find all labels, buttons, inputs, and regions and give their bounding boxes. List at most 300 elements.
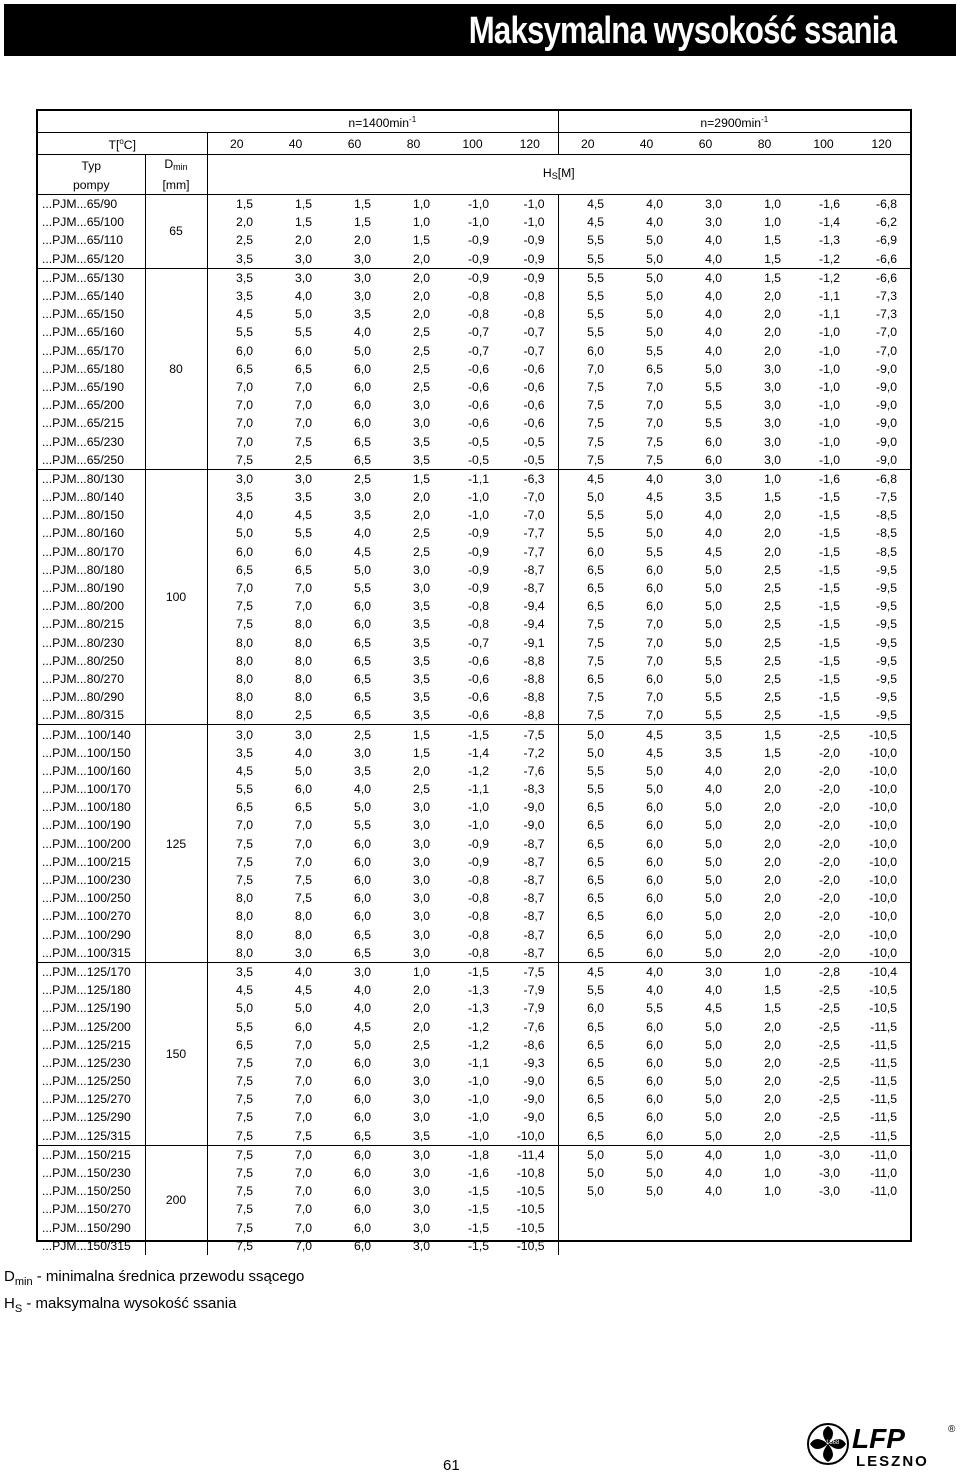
hs-value: 2,5 [764, 562, 782, 577]
hs-value: 6,5 [587, 1037, 605, 1052]
hs-value: -6,8 [853, 469, 910, 488]
hs-value: 6,0 [646, 873, 664, 888]
hs-value: 5,0 [705, 818, 723, 833]
hs-value: 2,0 [413, 1001, 430, 1016]
hs-value: -10,5 [502, 1200, 558, 1218]
hs-value: 4,0 [705, 763, 723, 778]
hs-value: 2,0 [764, 307, 782, 322]
hs-value: 8,0 [295, 690, 312, 705]
hs-value: 2,5 [764, 653, 782, 668]
hs-value: -1,0 [819, 398, 841, 413]
hs-value: 7,0 [295, 416, 312, 431]
hs-value: 3,5 [413, 671, 430, 686]
pump-type: ...PJM...125/170 [38, 962, 145, 981]
hs-value: -0,5 [467, 434, 489, 449]
hs-value: 6,0 [646, 562, 664, 577]
hs-value: 5,0 [705, 562, 723, 577]
temp-header: 60 [698, 136, 713, 151]
hs-value: 2,0 [764, 945, 782, 960]
pump-type: ...PJM...65/200 [42, 398, 124, 413]
hs-value: 6,5 [295, 361, 312, 376]
hs-value: 5,0 [705, 1055, 723, 1070]
hs-value: 3,5 [676, 725, 735, 744]
hs-value: -2,5 [794, 725, 853, 744]
hs-value: 6,0 [705, 452, 723, 467]
hs-value: 4,0 [676, 1145, 735, 1164]
hs-value: -0,5 [502, 432, 558, 450]
pump-type: ...PJM...80/140 [42, 490, 124, 505]
hs-value: 5,5 [587, 983, 605, 998]
hs-value: 3,0 [764, 452, 782, 467]
hs-value: 6,5 [587, 1110, 605, 1125]
hs-value: -0,9 [467, 233, 489, 248]
hs-value: -11,5 [870, 1055, 898, 1070]
pump-type: ...PJM...65/150 [42, 307, 124, 322]
hs-value: 4,0 [705, 325, 723, 340]
hs-value: 5,5 [587, 233, 605, 248]
hs-value: -8,7 [502, 579, 558, 597]
hs-value: 2,5 [413, 325, 430, 340]
hs-value: 4,0 [676, 268, 735, 287]
hs-value: 6,5 [587, 873, 605, 888]
hs-value: -0,6 [467, 671, 489, 686]
hs-value: 6,0 [354, 379, 371, 394]
hs-value: 7,5 [236, 1110, 253, 1125]
hs-value: -7,9 [502, 999, 558, 1017]
hs-value: 6,5 [587, 891, 605, 906]
hs-value: -1,0 [819, 361, 841, 376]
hs-value: -10,0 [869, 854, 898, 869]
page-title: Maksymalna wysokość ssania [468, 10, 896, 52]
hs-value: -1,0 [819, 325, 841, 340]
hs-value: 5,5 [587, 508, 605, 523]
temp-header: 120 [502, 133, 558, 155]
temp-header: 20 [581, 136, 595, 151]
pump-type: ...PJM...100/150 [42, 745, 131, 760]
hs-value: 4,0 [354, 983, 371, 998]
pump-type: ...PJM...150/270 [42, 1202, 131, 1217]
hs-value: 3,0 [295, 251, 312, 266]
pump-type: ...PJM...100/315 [42, 945, 131, 960]
hs-value: 4,0 [646, 983, 664, 998]
hs-value: -1,1 [819, 307, 841, 322]
hs-value: 5,5 [646, 1001, 664, 1016]
pump-type: ...PJM...125/190 [42, 1001, 131, 1016]
hs-value: -0,6 [502, 396, 558, 414]
hs-value: 6,0 [354, 836, 371, 851]
hs-value: 5,0 [705, 927, 723, 942]
pump-type: ...PJM...65/180 [42, 361, 124, 376]
hs-value: 4,5 [705, 1001, 723, 1016]
hs-value: 7,5 [587, 653, 605, 668]
hs-value: 2,0 [764, 836, 782, 851]
hs-value: 5,5 [587, 526, 605, 541]
hs-value: -11,5 [870, 1037, 898, 1052]
hs-value: -9,5 [876, 635, 898, 650]
hs-value: 6,0 [354, 1238, 371, 1253]
hs-value: 6,0 [354, 361, 371, 376]
hs-value: 2,0 [764, 544, 782, 559]
hs-value: 6,0 [354, 599, 371, 614]
hs-value: -8,5 [876, 526, 898, 541]
hs-value: -1,0 [467, 1074, 489, 1089]
hs-value: 3,0 [764, 434, 782, 449]
hs-value: -1,2 [819, 251, 841, 266]
hs-value: -8,8 [502, 652, 558, 670]
hs-value: 7,0 [646, 653, 664, 668]
hs-value: 5,0 [354, 343, 371, 358]
hs-value: -9,0 [502, 1072, 558, 1090]
hs-value: 5,0 [705, 1092, 723, 1107]
hs-value: 4,0 [236, 508, 253, 523]
hs-value: 6,5 [587, 599, 605, 614]
hs-value: 4,0 [617, 962, 676, 981]
hs-value: 1,0 [384, 962, 443, 981]
hs-value: -9,0 [876, 416, 898, 431]
hs-value: 4,5 [646, 490, 664, 505]
hs-value: 2,0 [764, 818, 782, 833]
hs-value: -1,6 [819, 197, 841, 212]
hs-value: -0,6 [467, 690, 489, 705]
hs-value: -7,2 [502, 744, 558, 762]
hs-value: 5,0 [295, 1001, 312, 1016]
hs-value: 2,0 [413, 307, 430, 322]
hs-value: 3,0 [325, 962, 384, 981]
hs-value: -2,5 [819, 1128, 841, 1143]
hs-value: -1,5 [819, 508, 841, 523]
hs-value: 8,0 [236, 945, 253, 960]
hs-value: 7,0 [295, 398, 312, 413]
pump-type: ...PJM...65/190 [42, 379, 124, 394]
hs-value: 2,0 [764, 873, 782, 888]
hs-value: 2,5 [413, 782, 430, 797]
hs-value: -8,7 [502, 853, 558, 871]
hs-value: 7,0 [295, 1074, 312, 1089]
hs-value: -0,8 [467, 945, 489, 960]
hs-value: 1,0 [764, 215, 782, 230]
hs-value: 2,0 [764, 1037, 782, 1052]
hs-value: 7,0 [295, 1220, 312, 1235]
hs-value: 6,0 [354, 854, 371, 869]
hs-value: 6,5 [587, 581, 605, 596]
hs-value: -0,8 [467, 873, 489, 888]
hs-value: 6,0 [646, 581, 664, 596]
hs-value: -2,5 [819, 1001, 841, 1016]
hs-value: 7,0 [295, 1184, 312, 1199]
hs-value: -10,0 [869, 945, 898, 960]
hs-value: -0,9 [467, 854, 489, 869]
hs-value: -9,0 [502, 816, 558, 834]
hs-value: -9,0 [876, 361, 898, 376]
hs-value: -1,0 [467, 818, 489, 833]
hs-value: 5,0 [705, 836, 723, 851]
hs-value: 7,0 [295, 379, 312, 394]
hs-value: 6,0 [646, 1037, 664, 1052]
hs-value [853, 1237, 910, 1255]
hs-value: 1,5 [295, 197, 312, 212]
hs-value: 2,0 [295, 233, 312, 248]
hs-value: 7,5 [646, 452, 664, 467]
hs-value: 4,5 [295, 983, 312, 998]
hs-value: -0,7 [467, 343, 489, 358]
hs-value: 6,0 [646, 836, 664, 851]
hs-value: 7,5 [236, 1202, 253, 1217]
hs-value: 6,5 [354, 708, 371, 723]
hs-value: 7,5 [295, 1128, 312, 1143]
hs-value: -0,8 [467, 891, 489, 906]
hs-value: 6,5 [587, 1055, 605, 1070]
hs-value: 6,5 [236, 800, 253, 815]
hs-value: 6,0 [646, 909, 664, 924]
hs-value: 1,5 [413, 233, 430, 248]
hs-value: 4,5 [617, 725, 676, 744]
pump-type: ...PJM...80/150 [42, 508, 124, 523]
hs-value: 6,5 [354, 945, 371, 960]
hs-value: -2,5 [819, 1074, 841, 1089]
hs-value: 3,0 [325, 268, 384, 287]
hs-value: 5,0 [705, 581, 723, 596]
hs-value: 1,5 [764, 490, 782, 505]
hs-value: 3,0 [764, 398, 782, 413]
temp-header: 20 [229, 136, 244, 151]
hs-value: -8,7 [502, 944, 558, 963]
hs-value: -1,5 [467, 1220, 489, 1235]
hs-value: 6,0 [646, 599, 664, 614]
hs-value: 2,0 [764, 1110, 782, 1125]
hs-value: -8,7 [502, 871, 558, 889]
hs-value: -0,9 [443, 268, 502, 287]
hs-value: 3,0 [413, 909, 430, 924]
hs-value: 4,0 [705, 782, 723, 797]
hs-value: -1,6 [794, 469, 853, 488]
hs-value: -9,1 [502, 634, 558, 652]
hs-value: 6,0 [587, 544, 605, 559]
hs-value: -3,0 [819, 1184, 841, 1199]
hs-value: 3,5 [236, 251, 253, 266]
pump-type: ...PJM...100/140 [38, 725, 145, 744]
hs-value: 7,5 [236, 1092, 253, 1107]
hs-value: 6,5 [587, 854, 605, 869]
hs-value: -10,5 [869, 1001, 898, 1016]
hs-value: 3,0 [413, 1238, 430, 1253]
hs-value: 7,5 [236, 1238, 253, 1253]
hs-value: -1,5 [443, 725, 502, 744]
hs-value: 2,0 [413, 763, 430, 778]
hs-value: -0,7 [502, 323, 558, 341]
hs-value: -9,0 [876, 379, 898, 394]
hs-value: 2,0 [764, 1019, 782, 1034]
hs-value: -9,0 [502, 1108, 558, 1126]
hs-value: 6,0 [354, 1092, 371, 1107]
hs-value: 4,0 [354, 526, 371, 541]
hs-value: -1,0 [819, 452, 841, 467]
hs-value: 4,5 [236, 763, 253, 778]
logo-registered: ® [948, 1424, 956, 1435]
hs-value: 5,5 [236, 1019, 253, 1034]
hs-value [676, 1237, 735, 1255]
hs-value: -1,4 [467, 745, 489, 760]
hs-value: 7,0 [295, 1166, 312, 1181]
hs-value: 4,5 [705, 544, 723, 559]
hs-value: 1,5 [354, 215, 371, 230]
hs-value: 6,0 [646, 1074, 664, 1089]
lfp-leszno-logo [806, 1418, 956, 1470]
hs-value: 5,0 [705, 617, 723, 632]
hs-value: 3,0 [266, 725, 325, 744]
hs-value: 7,0 [646, 708, 664, 723]
hs-value: 3,0 [413, 1220, 430, 1235]
hs-value: -1,0 [467, 1092, 489, 1107]
hs-value: -1,3 [467, 1001, 489, 1016]
hs-value: 1,0 [413, 215, 430, 230]
hs-value: 4,5 [587, 215, 605, 230]
hs-value [558, 1200, 617, 1218]
hs-value: 3,0 [354, 289, 371, 304]
pump-type: ...PJM...65/90 [42, 197, 118, 212]
hs-value: 5,0 [646, 1166, 664, 1181]
hs-value: 3,0 [413, 818, 430, 833]
hs-value: 7,0 [646, 379, 664, 394]
hs-value: 7,0 [295, 1092, 312, 1107]
hs-value: 3,0 [413, 416, 430, 431]
hs-value [617, 1200, 676, 1218]
hs-value: -11,0 [853, 1145, 910, 1164]
hs-value: -9,5 [876, 690, 898, 705]
hs-value: -10,0 [869, 836, 898, 851]
hs-value: -1,0 [502, 213, 558, 231]
hs-value: -9,5 [876, 671, 898, 686]
hs-value: 4,5 [354, 1019, 371, 1034]
hs-value: 3,0 [676, 469, 735, 488]
rpm-header-row [38, 111, 910, 133]
hs-value: 5,5 [587, 782, 605, 797]
pump-type: ...PJM...100/230 [42, 873, 131, 888]
hs-value: -6,8 [876, 197, 898, 212]
pump-type: ...PJM...150/315 [42, 1238, 131, 1253]
hs-value: -2,5 [819, 1092, 841, 1107]
hs-value: -7,5 [502, 962, 558, 981]
hs-value: -0,6 [502, 360, 558, 378]
hs-value: -9,0 [502, 1090, 558, 1108]
hs-value: 2,5 [764, 690, 782, 705]
hs-value: 6,5 [354, 452, 371, 467]
hs-value: 2,0 [413, 508, 430, 523]
hs-value: -10,0 [869, 909, 898, 924]
hs-value: 3,5 [236, 490, 253, 505]
legend-dmin: $D_{min}$ - minimalna średnica przewodu ssącego [4, 1268, 305, 1288]
hs-value: 6,5 [354, 671, 371, 686]
hs-value: -1,5 [819, 544, 841, 559]
hs-value: 6,0 [354, 1166, 371, 1181]
hs-value: -7,0 [876, 343, 898, 358]
hs-value: 2,5 [325, 725, 384, 744]
hs-value: 1,5 [354, 197, 371, 212]
hs-value: 3,5 [354, 508, 371, 523]
pump-type: ...PJM...80/230 [42, 635, 124, 650]
hs-value: -10,0 [869, 927, 898, 942]
hs-value: 5,0 [646, 307, 664, 322]
hs-value: 5,5 [705, 379, 723, 394]
hs-value: -2,5 [819, 983, 841, 998]
hs-value: 3,5 [236, 745, 253, 760]
hs-value: 8,0 [236, 690, 253, 705]
hs-value: 6,5 [236, 361, 253, 376]
hs-value: 1,5 [764, 745, 782, 760]
hs-value: 6,0 [646, 800, 664, 815]
dmin-value: 125 [145, 725, 207, 962]
hs-value [558, 1237, 617, 1255]
pump-type: ...PJM...150/290 [42, 1220, 131, 1235]
hs-value: 3,0 [413, 1110, 430, 1125]
hs-value: -1,2 [467, 1037, 489, 1052]
hs-value: 8,0 [295, 927, 312, 942]
hs-value: -1,5 [467, 1202, 489, 1217]
pump-type: ...PJM...65/170 [42, 343, 124, 358]
hs-value: -0,7 [467, 325, 489, 340]
hs-value: 4,0 [354, 782, 371, 797]
hs-value: 6,0 [354, 1220, 371, 1235]
hs-value: -2,0 [819, 945, 841, 960]
hs-value: 6,0 [646, 854, 664, 869]
hs-value: 2,5 [413, 526, 430, 541]
hs-value: 5,0 [646, 325, 664, 340]
hs-value: 4,5 [558, 962, 617, 981]
hs-value: 3,0 [413, 562, 430, 577]
hs-value: 5,0 [705, 671, 723, 686]
hs-value: 5,5 [705, 398, 723, 413]
hs-value: 3,0 [413, 836, 430, 851]
hs-value: 5,0 [705, 635, 723, 650]
hs-value: 3,0 [207, 469, 266, 488]
hs-value: -6,6 [853, 268, 910, 287]
hs-value: -0,8 [467, 599, 489, 614]
hs-value: 4,0 [705, 289, 723, 304]
hs-value: -7,7 [502, 524, 558, 542]
hs-value: 6,5 [587, 818, 605, 833]
pump-type: ...PJM...80/250 [42, 653, 124, 668]
hs-value: 7,5 [587, 416, 605, 431]
hs-value: 2,5 [413, 361, 430, 376]
logo-brand: LFP [852, 1423, 905, 1454]
hs-value [558, 1219, 617, 1237]
hs-value: 2,0 [764, 763, 782, 778]
hs-value [617, 1237, 676, 1255]
hs-value: -2,0 [819, 818, 841, 833]
hs-value: -1,0 [467, 800, 489, 815]
hs-value: -0,9 [502, 268, 558, 287]
hs-value: -11,5 [870, 1074, 898, 1089]
hs-value: 7,5 [587, 617, 605, 632]
hs-value: -0,6 [467, 416, 489, 431]
hs-value: -1,0 [467, 1110, 489, 1125]
hs-value: 5,0 [646, 233, 664, 248]
dmin-value: 100 [145, 469, 207, 725]
hs-value: -11,0 [870, 1166, 898, 1181]
hs-value: 5,0 [646, 289, 664, 304]
hs-value: 6,0 [646, 1019, 664, 1034]
hs-value: 5,0 [705, 1019, 723, 1034]
hs-value: 3,5 [354, 307, 371, 322]
hs-value: 8,0 [236, 671, 253, 686]
hs-value: 7,0 [236, 379, 253, 394]
hs-value: 3,5 [413, 653, 430, 668]
hs-value: -7,6 [502, 1017, 558, 1035]
hs-value: 8,0 [295, 635, 312, 650]
page-number: 61 [443, 1457, 460, 1474]
hs-value: -10,5 [853, 725, 910, 744]
hs-value: -1,0 [467, 508, 489, 523]
hs-value: -9,0 [876, 398, 898, 413]
